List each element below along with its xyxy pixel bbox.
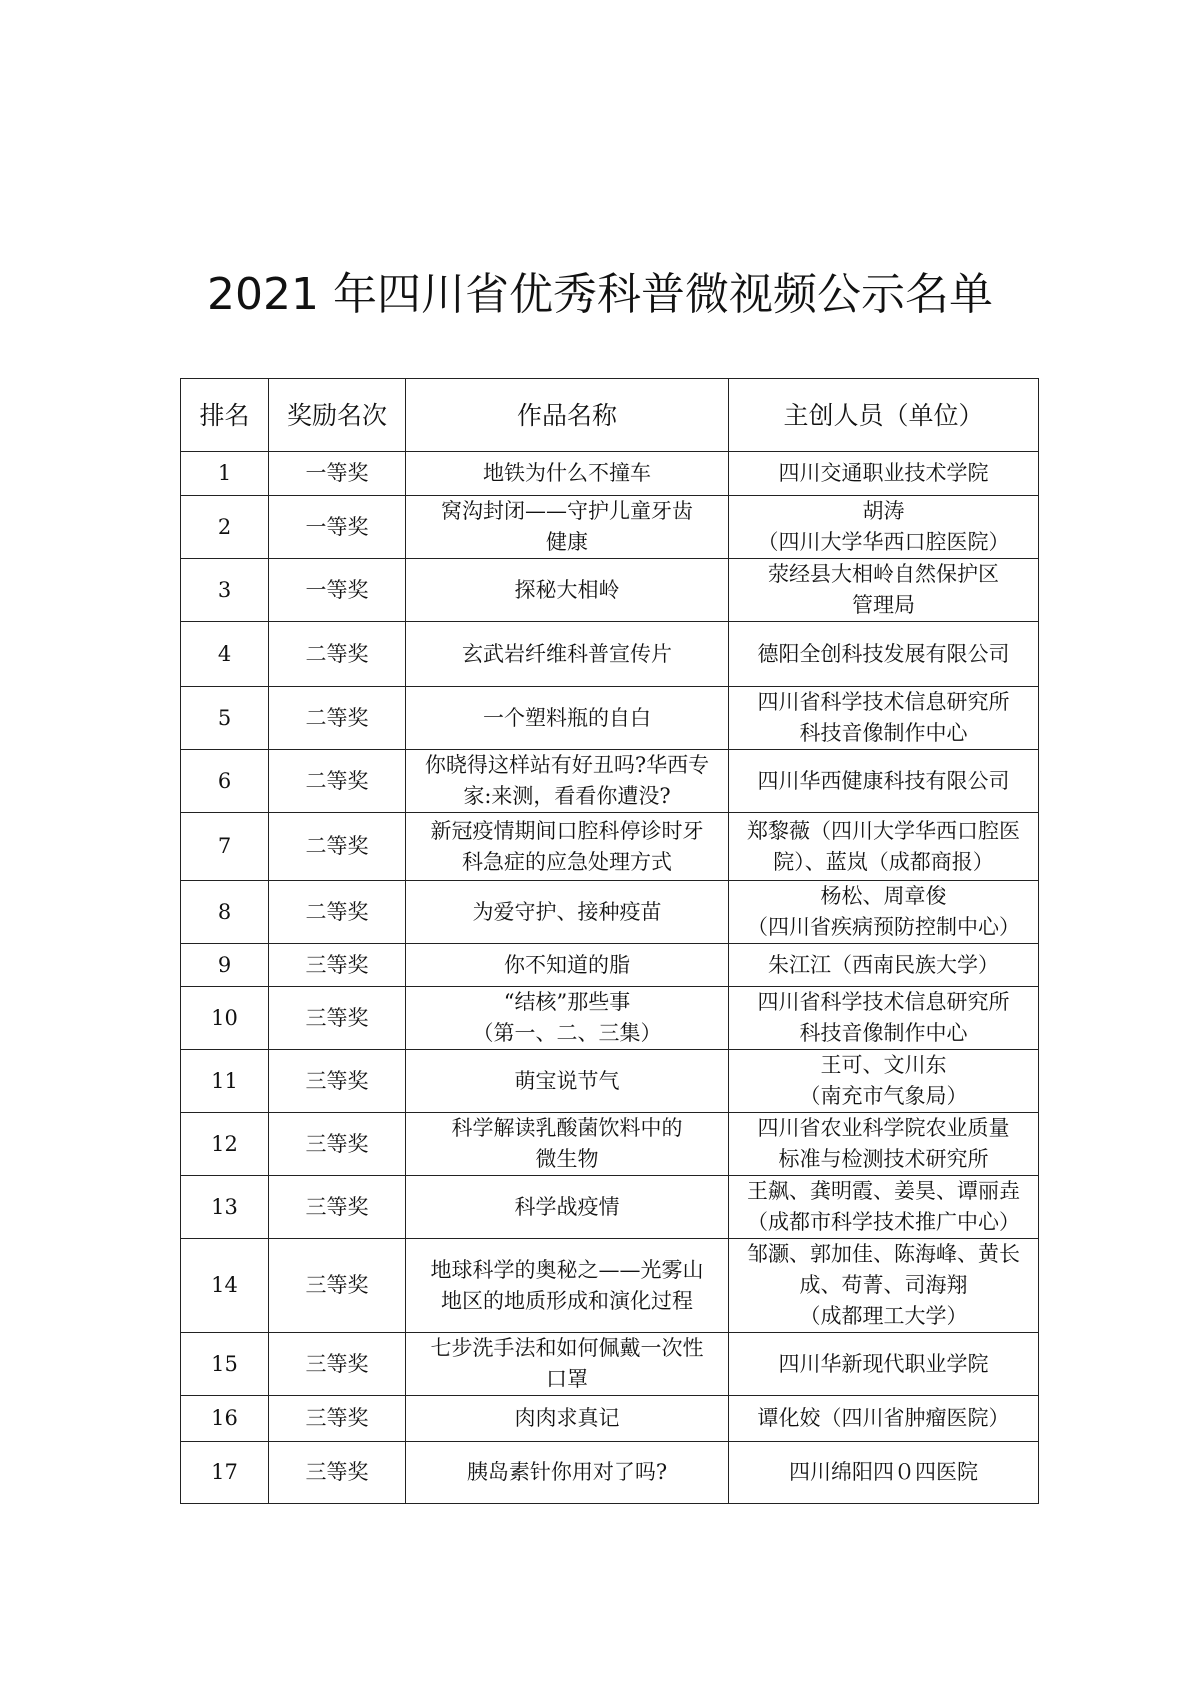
cell-work-title: 肉肉求真记: [406, 1396, 729, 1442]
cell-rank: 9: [181, 944, 269, 987]
cell-creator: 王可、文川东 （南充市气象局）: [729, 1050, 1039, 1113]
table-row: [181, 813, 1039, 881]
cell-award: 三等奖: [269, 1113, 406, 1176]
cell-rank: 15: [181, 1333, 269, 1396]
cell-creator: 荥经县大相岭自然保护区 管理局: [729, 559, 1039, 622]
cell-award: 二等奖: [269, 750, 406, 813]
cell-creator: 四川省科学技术信息研究所 科技音像制作中心: [729, 687, 1039, 750]
table-row: [181, 1050, 1039, 1113]
cell-creator: 郑黎薇（四川大学华西口腔医 院）、蓝岚（成都商报）: [729, 813, 1039, 881]
cell-rank: 5: [181, 687, 269, 750]
cell-work-title: 窝沟封闭——守护儿童牙齿 健康: [406, 496, 729, 559]
cell-award: 三等奖: [269, 1396, 406, 1442]
table-row: [181, 987, 1039, 1050]
table-row: [181, 1333, 1039, 1396]
cell-rank: 1: [181, 452, 269, 496]
cell-award: 三等奖: [269, 1333, 406, 1396]
cell-work-title: 萌宝说节气: [406, 1050, 729, 1113]
cell-rank: 16: [181, 1396, 269, 1442]
table-header-row: [181, 379, 1039, 452]
cell-rank: 4: [181, 622, 269, 687]
cell-rank: 8: [181, 881, 269, 944]
cell-creator: 四川省农业科学院农业质量 标准与检测技术研究所: [729, 1113, 1039, 1176]
cell-work-title: 你晓得这样站有好丑吗?华西专 家:来测，看看你遭没?: [406, 750, 729, 813]
cell-rank: 3: [181, 559, 269, 622]
cell-rank: 17: [181, 1442, 269, 1504]
table-row: [181, 881, 1039, 944]
cell-creator: 四川华新现代职业学院: [729, 1333, 1039, 1396]
cell-creator: 四川绵阳四０四医院: [729, 1442, 1039, 1504]
cell-award: 三等奖: [269, 1176, 406, 1239]
cell-work-title: 胰岛素针你用对了吗?: [406, 1442, 729, 1504]
cell-creator: 四川省科学技术信息研究所 科技音像制作中心: [729, 987, 1039, 1050]
table-body: [181, 452, 1039, 1504]
table-row: [181, 750, 1039, 813]
header-work-title: 作品名称: [406, 379, 729, 452]
table-row: [181, 622, 1039, 687]
cell-rank: 6: [181, 750, 269, 813]
header-creator: 主创人员（单位）: [729, 379, 1039, 452]
award-table: [180, 378, 1039, 1504]
cell-rank: 13: [181, 1176, 269, 1239]
table-row: [181, 1442, 1039, 1504]
table-row: [181, 1396, 1039, 1442]
cell-award: 二等奖: [269, 687, 406, 750]
cell-award: 二等奖: [269, 813, 406, 881]
cell-award: 三等奖: [269, 1239, 406, 1333]
table-row: [181, 687, 1039, 750]
cell-work-title: 七步洗手法和如何佩戴一次性 口罩: [406, 1333, 729, 1396]
cell-rank: 10: [181, 987, 269, 1050]
cell-work-title: 为爱守护、接种疫苗: [406, 881, 729, 944]
cell-award: 三等奖: [269, 987, 406, 1050]
table-row: [181, 452, 1039, 496]
cell-work-title: 科学战疫情: [406, 1176, 729, 1239]
cell-award: 二等奖: [269, 622, 406, 687]
cell-award: 一等奖: [269, 452, 406, 496]
header-rank: 排名: [181, 379, 269, 452]
cell-award: 一等奖: [269, 559, 406, 622]
cell-work-title: 玄武岩纤维科普宣传片: [406, 622, 729, 687]
cell-work-title: 地球科学的奥秘之——光雾山 地区的地质形成和演化过程: [406, 1239, 729, 1333]
cell-creator: 谭化姣（四川省肿瘤医院）: [729, 1396, 1039, 1442]
cell-award: 三等奖: [269, 1442, 406, 1504]
cell-creator: 四川交通职业技术学院: [729, 452, 1039, 496]
cell-creator: 四川华西健康科技有限公司: [729, 750, 1039, 813]
cell-rank: 12: [181, 1113, 269, 1176]
cell-work-title: 你不知道的脂: [406, 944, 729, 987]
cell-creator: 邹灏、郭加佳、陈海峰、黄长 成、苟菁、司海翔 （成都理工大学）: [729, 1239, 1039, 1333]
cell-creator: 杨松、周章俊 （四川省疾病预防控制中心）: [729, 881, 1039, 944]
cell-creator: 朱江江（西南民族大学）: [729, 944, 1039, 987]
cell-work-title: 新冠疫情期间口腔科停诊时牙 科急症的应急处理方式: [406, 813, 729, 881]
cell-work-title: 一个塑料瓶的自白: [406, 687, 729, 750]
table-row: [181, 1176, 1039, 1239]
cell-work-title: 科学解读乳酸菌饮料中的 微生物: [406, 1113, 729, 1176]
table-row: [181, 944, 1039, 987]
header-award: 奖励名次: [269, 379, 406, 452]
cell-work-title: 地铁为什么不撞车: [406, 452, 729, 496]
cell-rank: 11: [181, 1050, 269, 1113]
table-row: [181, 1113, 1039, 1176]
cell-award: 三等奖: [269, 1050, 406, 1113]
cell-rank: 14: [181, 1239, 269, 1333]
cell-work-title: 探秘大相岭: [406, 559, 729, 622]
table-row: [181, 496, 1039, 559]
page-title: 2021 年四川省优秀科普微视频公示名单: [207, 269, 993, 320]
cell-award: 一等奖: [269, 496, 406, 559]
cell-award: 三等奖: [269, 944, 406, 987]
table-row: [181, 1239, 1039, 1333]
cell-creator: 王飙、龚明霞、姜昊、谭丽垚 （成都市科学技术推广中心）: [729, 1176, 1039, 1239]
cell-creator: 德阳全创科技发展有限公司: [729, 622, 1039, 687]
cell-creator: 胡涛 （四川大学华西口腔医院）: [729, 496, 1039, 559]
cell-rank: 2: [181, 496, 269, 559]
cell-award: 二等奖: [269, 881, 406, 944]
cell-work-title: “结核”那些事 （第一、二、三集）: [406, 987, 729, 1050]
cell-rank: 7: [181, 813, 269, 881]
table-row: [181, 559, 1039, 622]
